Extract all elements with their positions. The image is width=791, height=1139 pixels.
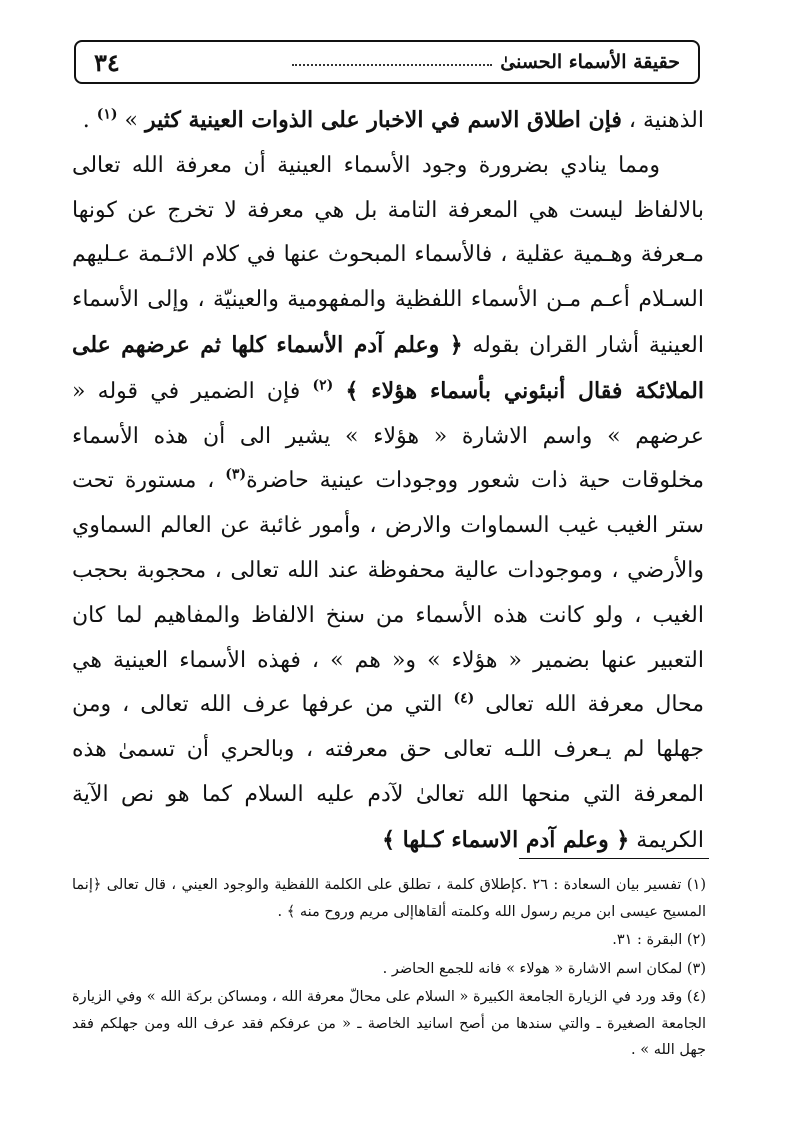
text-run: . — [82, 108, 97, 133]
footnote-4: (٤) وقد ورد في الزيارة الجامعة الكبيرة « السلام على محالّ معرفة الله ، ومساكن بركة الله » وفي الزيارة الجامعة الصغيرة ـ والتي سندها من أصح اسانيد الخاصة ـ « من عرفكم فقد عرف الله ومن جهلكم فقد جهل الله » . — [72, 989, 706, 1058]
running-header — [74, 40, 700, 84]
text-run: التي من عرفها عرف الله تعالى ، ومن جهلها لم يـعرف اللـه تعالى حق معرفته ، وبالحري أن تسمىٰ هذه المعرفة التي منحها الله تعالىٰ لآدم عليه السلام كما هو نص الآية الكريمة — [72, 692, 704, 853]
footnote-3: (٣) لمكان اسم الاشارة « هولاء » فانه للجمع الحاضر . — [382, 960, 706, 977]
footnote-ref-1[interactable]: (١) — [96, 106, 118, 123]
text-run: ، مستورة تحت ستر الغيب غيب السماوات والارض ، وأمور غائبة عن العالم السماوي والأرضي ، وموجودات عالية محفوظة عند الله تعالى ، محجوبة بحجب الغيب ، ولو كانت هذه الأسماء من سنخ الالفاظ والمفاهيم لما كان التعبير عنها بضمير « هؤلاء » و« هم » ، فهذه الأسماء العينية هي محال معرفة الله تعالى — [72, 468, 705, 718]
footnote-ref-3[interactable]: (٣) — [225, 467, 247, 484]
text-run: الذهنية ، — [621, 108, 704, 133]
footnote-ref-4[interactable]: (٤) — [453, 691, 475, 708]
footnotes — [72, 872, 706, 1066]
footnote-separator — [519, 858, 709, 859]
quran-verse: ﴿ وعلم آدم الأسماء كلها ثم عرضهم على الملائكة فقال أنبئوني بأسماء هؤلاء ﴾ — [72, 331, 704, 404]
footnote-1: (١) تفسير بيان السعادة : ٢٦ .كإطلاق كلمة ، تطلق على الكلمة اللفظية والوجود العيني ، قال تعالى ﴿إنما المسيح عيسى ابن مريم رسول الله وكلمته ألقاهاإلى مريم وروح منه ﴾ . — [72, 877, 706, 920]
footnote-2: (٢) البقرة : ٣١. — [612, 932, 706, 948]
text-run: » — [117, 108, 145, 133]
paragraph-main — [72, 144, 704, 864]
page-number: ٣٤ — [94, 47, 120, 77]
text-run: ومما ينادي بضرورة وجود الأسماء العينية أن معرفة الله تعالى بالالفاظ ليست هي المعرفة التامة بل هي معرفة لا تخرج عن كونها مـعرفة وهـمية عقلية ، فالأسماء المبحوث عنها في كلام الائـمة عـليهم السـلام أعـم مـن الأسماء اللفظية والمفهومية والعينيّة ، وإلى الأسماء العينية أشار القران بقوله — [72, 152, 705, 358]
quran-verse: ﴿ وعلم آدم الاسماء كـلها ﴾ — [382, 826, 630, 853]
bold-quote: فإن اطلاق الاسم في الاخبار على الذوات العينية كثير — [145, 107, 622, 133]
paragraph-continuation — [72, 98, 704, 144]
text-run: فإن الضمير في قوله « عرضهم » واسم الاشارة « هؤلاء » يشير الى أن هذه الأسماء مخلوقات حية ذات شعور ووجودات عينية حاضرة — [72, 378, 704, 494]
main-text — [72, 98, 704, 864]
header-title-group — [292, 51, 680, 73]
header-title: حقيقة الأسماء الحسنىٰ — [500, 51, 680, 73]
footnote-ref-2[interactable]: (٢) — [312, 377, 334, 394]
header-dot-leader — [292, 54, 492, 66]
